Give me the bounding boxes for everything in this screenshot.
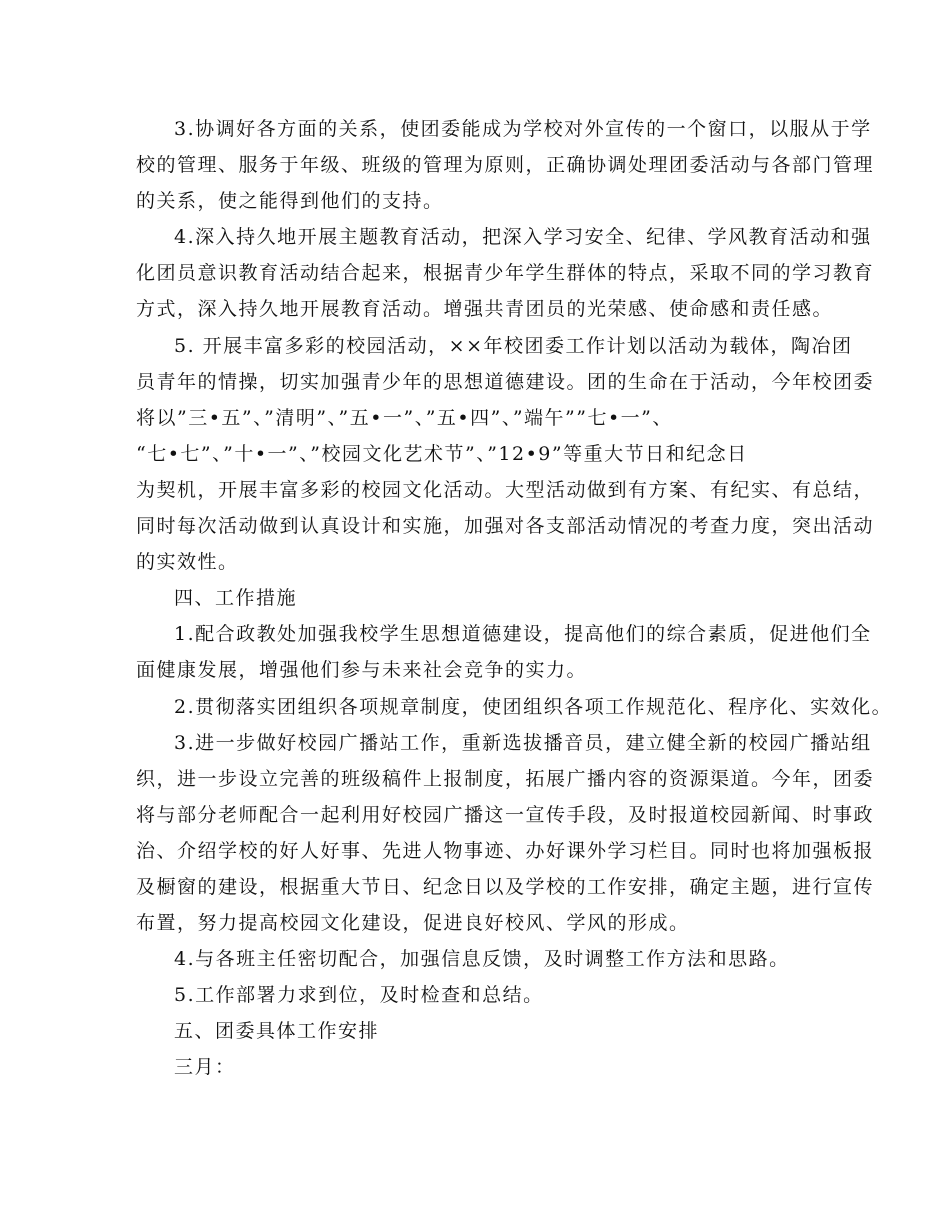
text-line: 将以”三•五”、”清明”、”五•一”、”五•四”、”端午””七•一”、	[136, 406, 673, 429]
text-line: “七•七”、”十•一”、”校园文化艺术节”、”12•9”等重大节日和纪念日	[136, 442, 748, 465]
text-line: 面健康发展，增强他们参与未来社会竞争的实力。	[136, 659, 588, 682]
text-line: 及橱窗的建设，根据重大节日、纪念日以及学校的工作安排，确定主题，进行宣传	[136, 875, 875, 898]
text-line: 织，进一步设立完善的班级稿件上报制度，拓展广播内容的资源渠道。今年，团委	[136, 767, 875, 790]
measure-1-moral-education	[136, 616, 872, 688]
text-line: 3.进一步做好校园广播站工作，重新选拔播音员，建立健全新的校园广播站组	[174, 731, 872, 754]
paragraph-4-theme-education	[136, 219, 875, 327]
document-body	[136, 111, 893, 1086]
text-line: 4.深入持久地开展主题教育活动，把深入学习安全、纪律、学风教育活动和强	[174, 226, 872, 249]
section-heading-specific-arrangements	[136, 1013, 826, 1049]
month-heading-march	[136, 1049, 826, 1085]
text-line: 的实效性。	[136, 551, 239, 574]
heading-text: 五、团委具体工作安排	[174, 1020, 380, 1043]
text-line: 3.协调好各方面的关系，使团委能成为学校对外宣传的一个窗口，以服从于学	[174, 118, 872, 140]
text-line: 4.与各班主任密切配合，加强信息反馈，及时调整工作方法和思路。	[174, 948, 790, 971]
measure-4-cooperation	[136, 941, 826, 977]
text-line: 治、介绍学校的好人好事、先进人物事迹、办好课外学习栏目。同时也将加强板报	[136, 839, 875, 862]
text-line: 化团员意识教育活动结合起来，根据青少年学生群体的特点，采取不同的学习教育	[136, 262, 875, 285]
measure-3-campus-broadcast	[136, 725, 875, 942]
text-line: 方式，深入持久地开展教育活动。增强共青团员的光荣感、使命感和责任感。	[136, 298, 834, 321]
section-heading-work-measures	[136, 580, 826, 616]
heading-text: 四、工作措施	[174, 587, 298, 610]
text-line: 为契机，开展丰富多彩的校园文化活动。大型活动做到有方案、有纪实、有总结，	[136, 478, 875, 501]
measure-2-rules-implementation	[136, 689, 893, 725]
text-line: 同时每次活动做到认真设计和实施，加强对各支部活动情况的考查力度，突出活动	[136, 515, 875, 538]
month-label: 三月：	[174, 1056, 236, 1079]
paragraph-3-coordinate-relations	[136, 111, 875, 219]
paragraph-5-campus-activities	[136, 328, 875, 581]
text-line: 5.工作部署力求到位，及时检查和总结。	[174, 984, 544, 1007]
text-line: 5. 开展丰富多彩的校园活动，××年校团委工作计划以活动为载体，陶冶团	[174, 334, 853, 357]
text-line: 的关系，使之能得到他们的支持。	[136, 190, 444, 213]
text-line: 2.贯彻落实团组织各项规章制度，使团组织各项工作规范化、程序化、实效化。	[174, 695, 893, 718]
text-line: 1.配合政教处加强我校学生思想道德建设，提高他们的综合素质，促进他们全	[174, 623, 872, 646]
measure-5-deployment	[136, 977, 826, 1013]
text-line: 布置，努力提高校园文化建设，促进良好校风、学风的形成。	[136, 912, 690, 935]
text-line: 员青年的情操，切实加强青少年的思想道德建设。团的生命在于活动，今年校团委	[136, 370, 875, 393]
text-line: 将与部分老师配合一起利用好校园广播这一宣传手段，及时报道校园新闻、时事政	[136, 803, 875, 826]
text-line: 校的管理、服务于年级、班级的管理为原则，正确协调处理团委活动与各部门管理	[136, 154, 875, 177]
